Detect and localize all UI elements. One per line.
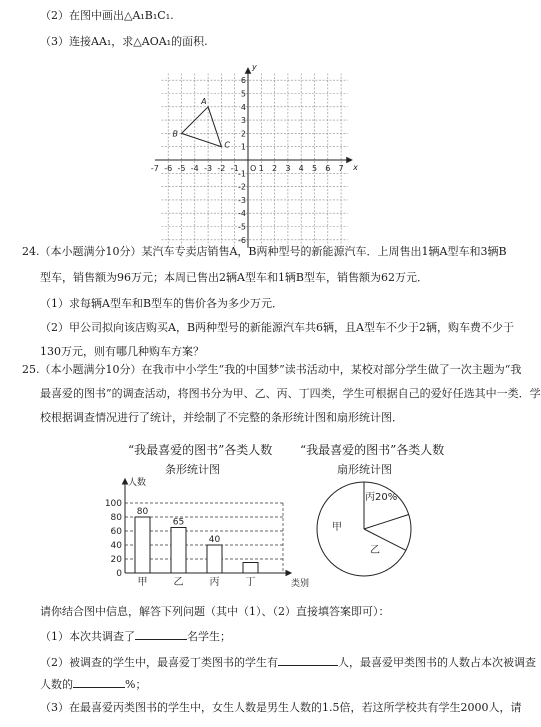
q25-line3: 校根据调查情况进行了统计，并绘制了不完整的条形统计图和扇形统计图． (40, 411, 403, 424)
point-label-a: A (201, 96, 207, 106)
bar-chart-title: “我最喜爱的图书”各类人数 (128, 443, 273, 457)
q23-part3: （3）连接AA₁，求△AOA₁的面积. (40, 35, 208, 48)
pie-chart-title: “我最喜爱的图书”各类人数 (300, 443, 445, 457)
q24-line1: 24.（本小题满分10分）某汽车专卖店销售A，B两种型号的新能源汽车．上周售出1辆A型车和3辆B (22, 245, 507, 258)
x-tick-label: -7 (150, 164, 159, 173)
x-tick-label: 7 (338, 164, 344, 173)
q25-part1 (40, 628, 231, 645)
q24-part2-line1: （2）甲公司拟向该店购买A，B两种型号的新能源汽车共6辆，且A型车不少于2辆，购车费不少于 (40, 321, 514, 334)
bar-x-axis-label: 类别 (291, 579, 310, 589)
bar-category-label: 丁 (245, 577, 256, 588)
coordinate-grid (150, 60, 380, 245)
x-tick-label: -2 (217, 164, 226, 173)
bar-category-label: 甲 (137, 577, 148, 588)
bar-1 (135, 517, 150, 573)
x-tick-label: -6 (164, 164, 173, 173)
y-tick-label: -5 (238, 222, 246, 232)
bar-y-tick: 80 (110, 513, 122, 523)
bar-data-label: 40 (208, 535, 221, 545)
bar-y-tick: 40 (110, 541, 122, 551)
y-tick-label: 2 (240, 129, 246, 139)
y-tick-label: -1 (238, 169, 246, 179)
x-tick-labels (151, 164, 344, 173)
q23-part2: （2）在图中画出△A₁B₁C₁. (40, 9, 174, 22)
q24-part2-line2: 130万元，则有哪几种购车方案？ (40, 345, 204, 358)
pie-chart (310, 475, 420, 585)
y-tick-label: -2 (238, 182, 246, 192)
bar-data-label: 80 (136, 507, 149, 517)
bar-chart (95, 475, 325, 595)
q25-part3: （3）在最喜爱丙类图书的学生中，女生人数是男生人数的1.5倍，若这所学校共有学生2000人，请 (40, 701, 522, 714)
answer-blank-ding-count[interactable] (278, 654, 338, 666)
y-axis-label: y (252, 62, 257, 72)
pie-chart-subtitle: 扇形统计图 (337, 463, 392, 476)
q25-line2: 最喜爱的图书”的调查活动，将图书分为甲、乙、丙、丁四类，学生可根据自己的爱好任选其中一类．学 (40, 387, 541, 400)
q25-part2-line2-post: %； (125, 678, 147, 691)
q25-prompt: 请你结合图中信息，解答下列问题（其中（1）、（2）直接填答案即可）： (40, 605, 390, 618)
bar-x-arrow (286, 571, 291, 576)
q25-line1: 25.（本小题满分10分）在我市中小学生“我的中国梦”读书活动中，某校对部分学生做了一次主题为“我 (22, 363, 522, 376)
bar-4 (243, 563, 258, 574)
q25-part2-line1 (40, 654, 536, 671)
bar-category-label: 乙 (173, 577, 184, 588)
q24-part1: （1）求每辆A型车和B型车的售价各为多少万元． (40, 297, 284, 310)
pie-slice-label: 乙 (370, 545, 380, 556)
y-tick-label: 1 (240, 142, 246, 152)
y-tick-label: 4 (240, 102, 246, 112)
bar-y-arrow (123, 479, 128, 484)
bar-y-tick: 60 (110, 527, 122, 537)
x-tick-label: 4 (298, 164, 304, 173)
q25-part2-line2 (40, 676, 146, 693)
bar-data-label: 65 (172, 517, 185, 528)
bar-3 (207, 545, 222, 573)
pie-slice-labels (332, 491, 397, 556)
pie-divider (364, 514, 409, 529)
q25-part2-text-mid: 人，最喜爱甲类图书的人数占本次被调查 (338, 656, 536, 669)
y-tick-label: -4 (238, 209, 246, 219)
x-tick-label: 1 (258, 164, 264, 173)
bar-category-labels (138, 576, 256, 588)
point-labels (173, 97, 231, 150)
x-tick-label: 5 (311, 164, 318, 173)
bar-y-tick-labels (105, 499, 122, 579)
q25-part1-text-pre: （1）本次共调查了 (40, 630, 135, 643)
axes (155, 68, 352, 248)
y-tick-label: 6 (240, 76, 246, 86)
bar-category-label: 丙 (209, 577, 220, 588)
bar-2 (171, 528, 186, 574)
bar-y-tick: 20 (110, 555, 122, 565)
x-axis-label: x (353, 163, 358, 172)
pie-slice-label: 甲 (332, 522, 342, 533)
y-tick-label: 5 (240, 89, 246, 99)
point-label-c: C (224, 140, 230, 150)
q25-part2-text-pre: （2）被调查的学生中，最喜爱丁类图书的学生有 (40, 656, 278, 669)
x-tick-label: 3 (285, 164, 291, 173)
x-tick-label: -5 (177, 164, 186, 173)
origin-label: O (250, 164, 257, 173)
pie-slice-label: 丙20% (365, 492, 398, 503)
answer-blank-jia-percent[interactable] (73, 676, 125, 688)
y-axis-arrow (246, 68, 251, 73)
q24-line2: 型车，销售额为96万元；本周已售出2辆A型车和1辆B型车，销售额为62万元． (40, 271, 429, 284)
bar-y-tick: 0 (116, 569, 122, 579)
x-tick-label: 2 (272, 164, 278, 173)
y-tick-label: 3 (240, 116, 246, 126)
y-tick-label: -3 (238, 195, 246, 205)
bar-chart-subtitle: 条形统计图 (165, 463, 220, 476)
x-axis-arrow (347, 158, 352, 163)
q25-part2-line2-pre: 人数的 (40, 678, 73, 691)
x-tick-label: 6 (325, 164, 331, 173)
x-tick-label: -1 (230, 164, 239, 173)
bar-y-tick: 100 (104, 499, 122, 509)
x-tick-label: -3 (204, 164, 213, 173)
bar-y-axis-label: 人数 (128, 478, 147, 488)
answer-blank-total-students[interactable] (135, 628, 187, 640)
q25-part1-text-post: 名学生； (187, 630, 231, 643)
point-label-b: B (172, 129, 178, 139)
y-tick-label: -6 (238, 235, 246, 245)
x-tick-label: -4 (190, 164, 199, 173)
triangle-abc (182, 107, 222, 147)
